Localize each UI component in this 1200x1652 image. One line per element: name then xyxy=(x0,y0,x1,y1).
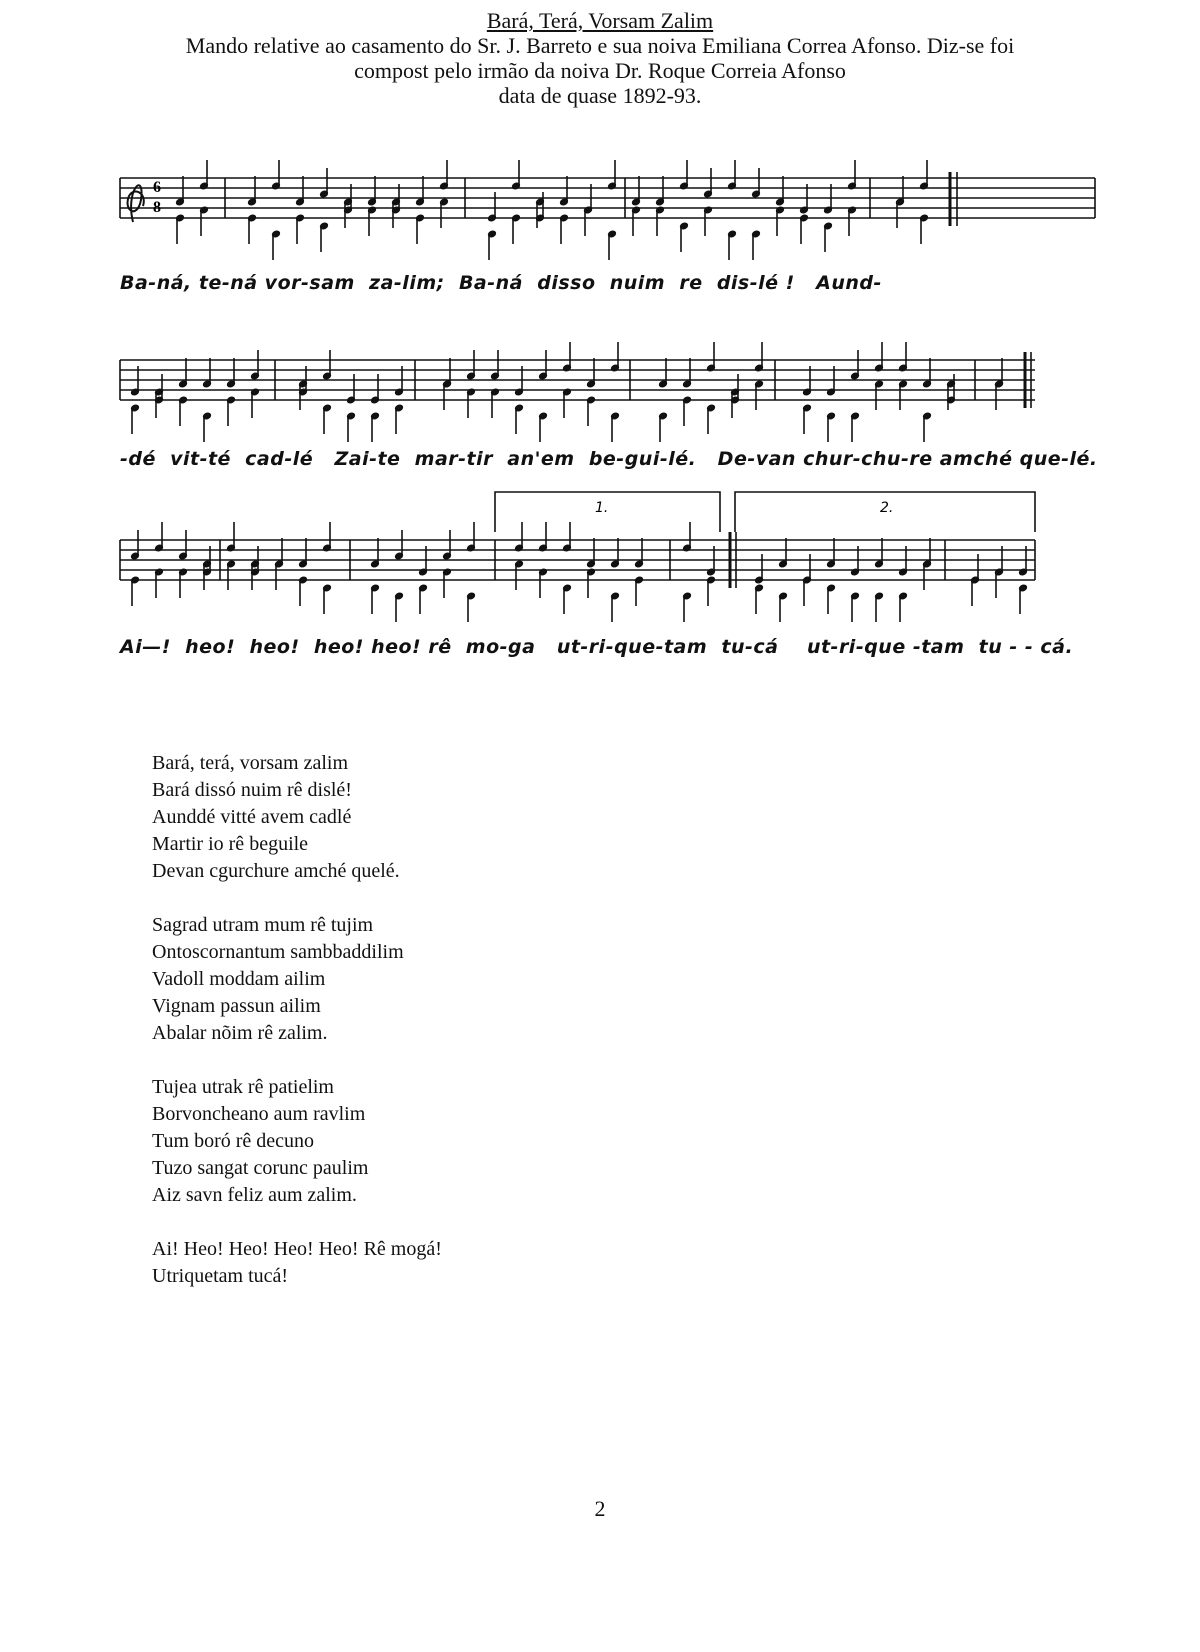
verse-line: Utriquetam tucá! xyxy=(152,1265,289,1287)
verse-line: Borvoncheano aum ravlim xyxy=(152,1103,366,1125)
subtitle-line-3: data de quase 1892-93. xyxy=(498,83,702,108)
verse-line: Ai! Heo! Heo! Heo! Heo! Rê mogá! xyxy=(152,1238,442,1260)
verse-line: Tuzo sangat corunc paulim xyxy=(152,1157,369,1179)
verse-line: Aunddé vitté avem cadlé xyxy=(152,806,352,828)
verse-line: Martir io rê beguile xyxy=(152,833,309,855)
stanza-1 xyxy=(152,750,442,885)
subtitle-line-1: Mando relative ao casamento do Sr. J. Barreto e sua noiva Emiliana Correa Afonso. Diz-se foi xyxy=(185,33,1015,58)
music-score xyxy=(105,130,1105,720)
verse-line: Aiz savn feliz aum zalim. xyxy=(152,1184,357,1206)
lyrics-line-1: Ba-ná, te-ná vor-sam za-lim; Ba-ná disso nuim re dis-lé ! Aund- xyxy=(120,272,882,294)
verse-line: Sagrad utram mum rê tujim xyxy=(152,914,374,936)
verses-block xyxy=(152,750,442,1317)
song-title: Bará, Terá, Vorsam Zalim xyxy=(486,8,714,33)
page-number: 2 xyxy=(594,1496,606,1521)
subtitle-line-2: compost pelo irmão da noiva Dr. Roque Correia Afonso xyxy=(354,58,846,83)
stanza-4 xyxy=(152,1236,442,1290)
time-sig-top: 6 xyxy=(153,179,161,196)
verse-line: Tujea utrak rê patielim xyxy=(152,1076,334,1098)
ending-1-label: 1. xyxy=(595,500,609,516)
lyrics-line-3: Ai—! heo! heo! heo! heo! rê mo-ga ut-ri-que-tam tu-cá ut-ri-que -tam tu - - cá. xyxy=(120,636,1074,658)
verse-line: Tum boró rê decuno xyxy=(152,1130,315,1152)
verse-line: Bará, terá, vorsam zalim xyxy=(152,752,349,774)
stanza-3 xyxy=(152,1074,442,1209)
verse-line: Vadoll moddam ailim xyxy=(152,968,326,990)
ending-2-label: 2. xyxy=(880,500,894,516)
page-header xyxy=(100,8,1100,108)
lyrics-line-2: -dé vit-té cad-lé Zai-te mar-tir an'em be-gui-lé. De-van chur-chu-re amché que-lé. xyxy=(120,448,1098,470)
verse-line: Abalar nõim rê zalim. xyxy=(152,1022,328,1044)
verse-line: Bará dissó nuim rê dislé! xyxy=(152,779,352,801)
verse-line: Devan cgurchure amché quelé. xyxy=(152,860,400,882)
verse-line: Vignam passun ailim xyxy=(152,995,321,1017)
handwritten-notes xyxy=(131,160,1027,622)
verse-line: Ontoscornantum sambbaddilim xyxy=(152,941,404,963)
stanza-2 xyxy=(152,912,442,1047)
time-sig-bottom: 8 xyxy=(153,199,161,216)
